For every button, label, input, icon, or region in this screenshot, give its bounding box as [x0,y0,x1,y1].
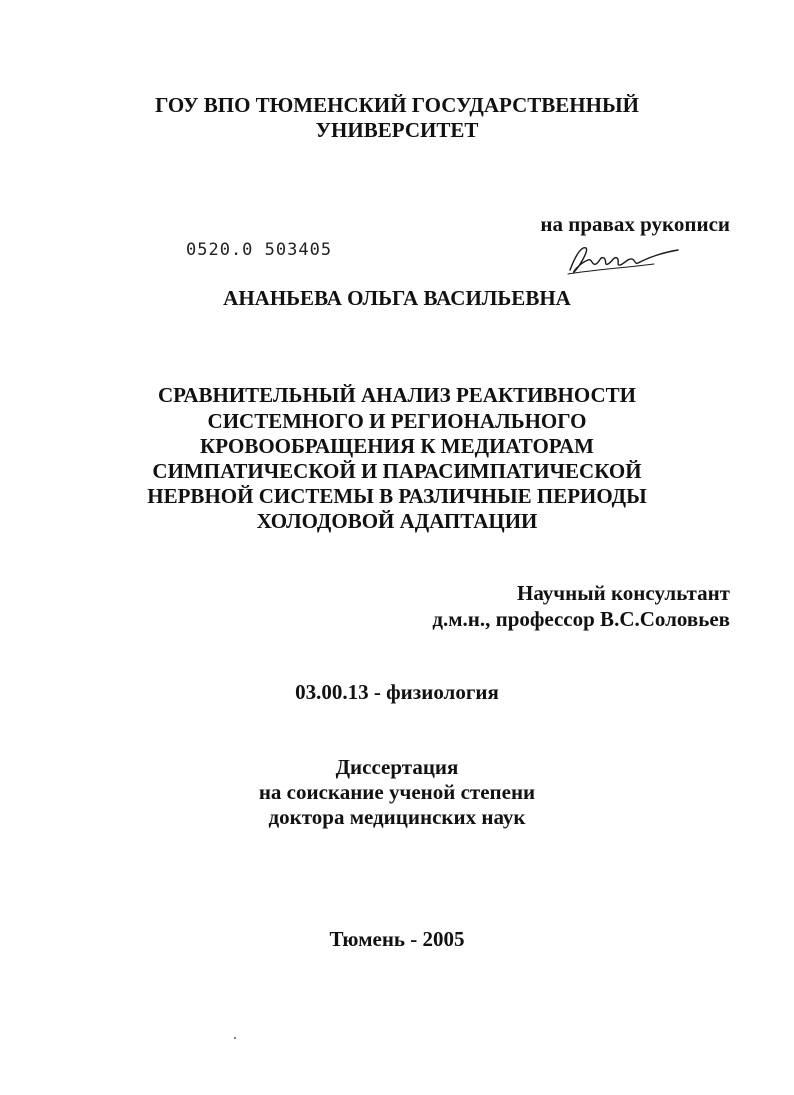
degree-line-3: доктора медицинских наук [268,805,526,829]
institution-line-2: УНИВЕРСИТЕТ [315,118,479,142]
specialty-code: 03.00.13 - физиология [295,680,499,704]
title-line-1: СРАВНИТЕЛЬНЫЙ АНАЛИЗ РЕАКТИВНОСТИ [158,383,636,407]
institution-line-1: ГОУ ВПО ТЮМЕНСКИЙ ГОСУДАРСТВЕННЫЙ [155,93,639,117]
scan-speck [234,1037,236,1039]
title-line-6: ХОЛОДОВОЙ АДАПТАЦИИ [256,509,538,533]
author-name: АНАНЬЕВА ОЛЬГА ВАСИЛЬЕВНА [223,286,571,310]
consultant-role: Научный консультант [517,581,730,605]
title-line-5: НЕРВНОЙ СИСТЕМЫ В РАЗЛИЧНЫЕ ПЕРИОДЫ [147,484,647,508]
catalog-stamp: 0520.0 503405 [186,240,333,260]
place-year: Тюмень - 2005 [329,927,465,951]
consultant-name: д.м.н., профессор В.С.Соловьев [432,607,730,631]
degree-line-2: на соискание ученой степени [258,780,536,804]
degree-line-1: Диссертация [335,755,459,779]
rights-note: на правах рукописи [540,212,730,236]
author-signature [562,240,682,280]
title-line-3: КРОВООБРАЩЕНИЯ К МЕДИАТОРАМ [200,434,594,458]
title-line-2: СИСТЕМНОГО И РЕГИОНАЛЬНОГО [207,409,587,433]
title-line-4: СИМПАТИЧЕСКОЙ И ПАРАСИМПАТИЧЕСКОЙ [152,459,642,483]
